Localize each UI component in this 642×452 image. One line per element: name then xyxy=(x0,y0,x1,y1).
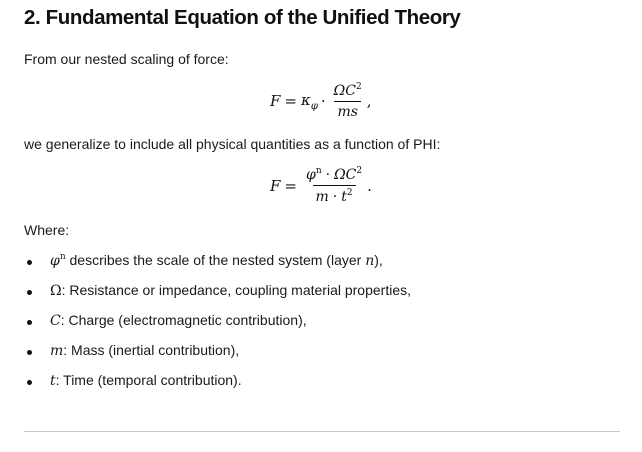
eq1-coefficient: $\kappa_\varphi$ xyxy=(301,90,318,112)
section-divider xyxy=(24,431,620,432)
eq2-numerator: $\varphi^n \cdot \Omega C^2$ xyxy=(306,166,363,183)
bullet-dot xyxy=(27,290,32,295)
eq1-lhs: F xyxy=(270,92,281,110)
bullet-dot xyxy=(27,350,32,355)
eq2-fraction xyxy=(303,166,365,205)
eq1-equals: = xyxy=(284,92,297,110)
eq2-denominator: $m \cdot t^2$ xyxy=(313,185,356,205)
list-item-mass: m: Mass (inertial contribution), xyxy=(50,342,240,359)
eq1-trail: , xyxy=(366,92,372,110)
generalize-text: we generalize to include all physical quantities as a function of PHI: xyxy=(24,136,441,152)
equation-unified xyxy=(270,166,372,205)
list-item-charge: C: Charge (electromagnetic contribution), xyxy=(50,312,307,329)
where-label: Where: xyxy=(24,222,70,238)
list-item-time: t: Time (temporal contribution). xyxy=(50,372,242,389)
section-heading: 2. Fundamental Equation of the Unified Theory xyxy=(24,6,461,29)
eq1-numerator: $\Omega C^2$ xyxy=(333,82,362,99)
bullet-dot xyxy=(27,260,32,265)
eq1-dot: · xyxy=(320,92,326,110)
equation-force-scaling xyxy=(270,82,371,120)
eq1-fraction xyxy=(331,82,365,120)
eq2-trail: . xyxy=(367,176,372,195)
list-item-omega: Ω: Resistance or impedance, coupling material properties, xyxy=(50,282,412,299)
eq2-lhs: F xyxy=(270,176,281,195)
intro-text: From our nested scaling of force: xyxy=(24,51,229,67)
list-item-phi: $\varphi^n$ describes the scale of the nested system (layer n), xyxy=(50,252,383,269)
eq2-equals: = xyxy=(284,176,297,195)
bullet-dot xyxy=(27,320,32,325)
bullet-dot xyxy=(27,380,32,385)
eq1-denominator: ms xyxy=(334,101,360,120)
